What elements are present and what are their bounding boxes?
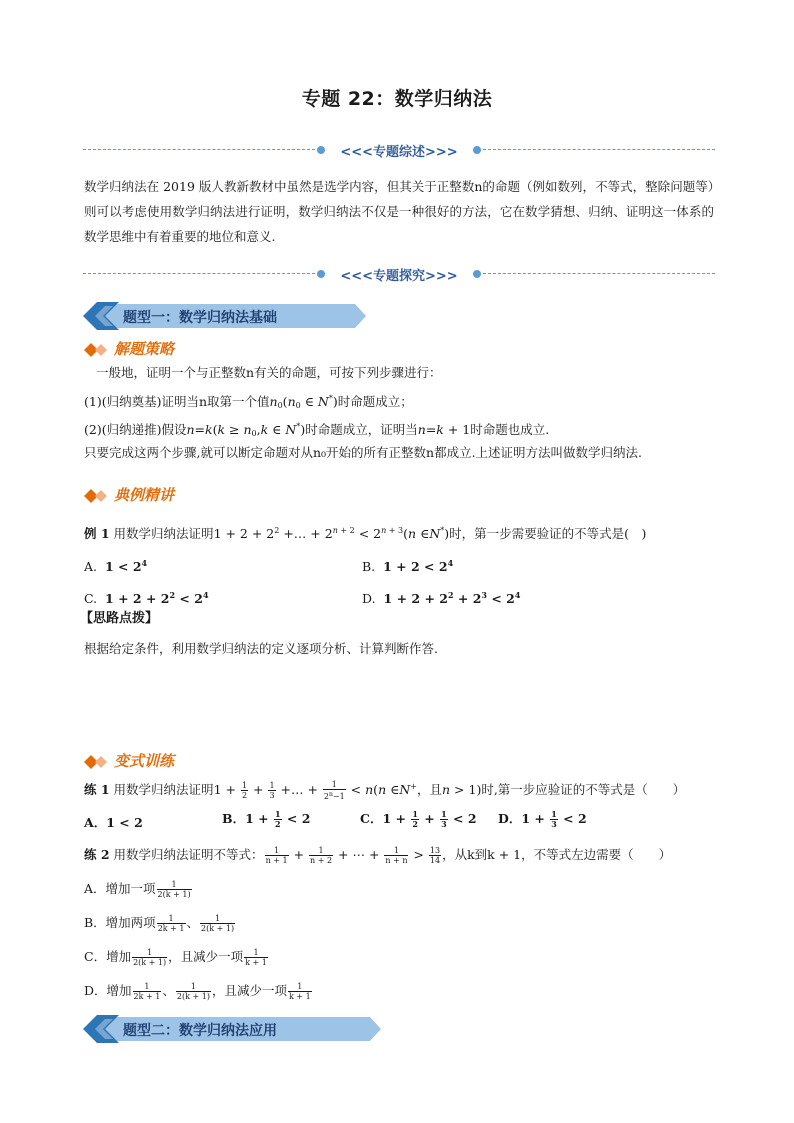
diamond-icon bbox=[84, 755, 110, 769]
option-d: D. $1 + 2 + 2^2 + 2^3 < 2^4$ bbox=[362, 590, 521, 606]
type1-banner bbox=[83, 302, 368, 330]
section-explore-label: <<<专题探究>>> bbox=[340, 269, 458, 284]
example1-label: 例 1 bbox=[84, 526, 110, 541]
step1-line: (1)(归纳奠基)证明当n取第一个值$n_0(n_0$ ∈ N*)时命题成立； bbox=[84, 394, 413, 410]
option-b: B. $1 + 2 < 2^4$ bbox=[362, 558, 454, 574]
exercise2-label: 练 2 bbox=[84, 847, 110, 862]
example1-prefix: 用数学归纳法证明 bbox=[113, 526, 214, 541]
variant-heading bbox=[84, 750, 174, 770]
ex2-option-d: D．增加 $\frac{1}{2k + 1}$ 、 $\frac{1}{2(k + 1)}$ ，且减少一项 $\frac{1}{k + 1}$ bbox=[84, 982, 311, 1001]
overview-paragraph: 数学归纳法在 2019 版人教新教材中虽然是选学内容，但其关于正整数n的命题（例如数列，不等式，整除问题等）则可以考虑使用数学归纳法进行证明，数学归纳法不仅是一种很好的方法，它在数学猜想、归纳、证明这一体系的数学思维中有着重要的地位和意义. bbox=[84, 179, 714, 244]
step1-suffix: 时命题成立； bbox=[337, 394, 413, 409]
section-divider-overview bbox=[83, 142, 715, 158]
example1-suffix: 时，第一步需要验证的不等式是( ) bbox=[449, 526, 647, 541]
exercise2-question: 练 2 用数学归纳法证明不等式： $\frac{1}{n + 1}$ + $\frac{1}{n + 2}$ + ⋯ + $\frac{1}{n + n}$ > $\frac{13}{14}$ ，从k到k + 1，不等式左边需要（ ） bbox=[84, 846, 672, 865]
exercise1-suffix: 时,第一步应验证的不等式是（ ） bbox=[481, 782, 686, 797]
ex2-option-d-prefix: D．增加 bbox=[84, 983, 132, 998]
step2-mid: 时命题成立，证明当 bbox=[305, 422, 418, 437]
diamond-icon bbox=[84, 343, 110, 357]
example1-question: 例 1 用数学归纳法证明$1 + 2 + 2^2$ +… + $2^{n + 2} < 2^{n + 3}(n$ ∈N*)时，第一步需要验证的不等式是( ) bbox=[84, 526, 647, 541]
exercise1-label: 练 1 bbox=[84, 782, 110, 797]
ex2-option-a: A．增加一项 $\frac{1}{2(k + 1)}$ bbox=[84, 880, 191, 899]
option-d-label: D. bbox=[362, 591, 376, 606]
strategy-heading-text: 解题策略 bbox=[114, 340, 175, 358]
section-divider-explore bbox=[83, 266, 715, 282]
page-title: 专题 22：数学归纳法 bbox=[301, 88, 493, 110]
hint-heading: 【思路点拨】 bbox=[80, 611, 159, 626]
strategy-intro: 一般地，证明一个与正整数n有关的命题，可按下列步骤进行： bbox=[96, 365, 442, 380]
ex2-option-c: C．增加 $\frac{1}{2(k + 1)}$ ，且减少一项 $\frac{1}{k + 1}$ bbox=[84, 948, 267, 967]
ex1-option-c: C．1 + $\frac{1}{2}$ + $\frac{1}{3}$ < 2 bbox=[360, 809, 477, 829]
step2-line: (2)(归纳递推)假设$n=k(k \ge n_0,k$ ∈ N*)时命题成立，证明当n=k + 1时命题也成立. bbox=[84, 422, 550, 438]
variant-heading-text: 变式训练 bbox=[114, 752, 175, 770]
exercise2-prefix: 用数学归纳法证明不等式： bbox=[113, 847, 264, 862]
step1-prefix: (1)(归纳奠基)证明当n取第一个值 bbox=[84, 394, 270, 409]
ex2-option-b: B．增加两项 $\frac{1}{2k + 1}$ 、 $\frac{1}{2(k + 1)}$ bbox=[84, 914, 235, 933]
strategy-heading bbox=[84, 338, 174, 358]
strategy-conclusion: 只要完成这两个步骤,就可以断定命题对从n₀开始的所有正整数n都成立.上述证明方法叫做数学归纳法. bbox=[84, 445, 643, 460]
diamond-icon bbox=[84, 489, 110, 503]
type2-banner-text: 题型二：数学归纳法应用 bbox=[123, 1023, 277, 1039]
option-a-label: A. bbox=[84, 559, 98, 574]
option-c: C. $1 + 2 + 2^2 < 2^4$ bbox=[84, 590, 209, 606]
option-b-label: B. bbox=[362, 559, 376, 574]
example-heading bbox=[84, 484, 174, 504]
step2-prefix: (2)(归纳递推)假设 bbox=[84, 422, 187, 437]
option-a: A. $1 < 2^4$ bbox=[84, 558, 148, 574]
ex2-option-c-mid: ，且减少一项 bbox=[168, 949, 244, 964]
example-heading-text: 典例精讲 bbox=[114, 486, 175, 504]
ex2-option-b-label: B．增加两项 bbox=[84, 915, 156, 930]
ex1-option-b: B．1 + $\frac{1}{2}$ < 2 bbox=[222, 809, 311, 829]
ex1-option-a: A．1 < 2 bbox=[84, 815, 143, 830]
exercise1-question: 练 1 用数学归纳法证明1 + $\frac{1}{2}$ + $\frac{1}{3}$ +… + $\frac{1}{2^n-1}$ < n(n ∈N+，且n > 1)时,第一步应验证的不等式是（ ） bbox=[84, 780, 686, 801]
hint-text: 根据给定条件，利用数学归纳法的定义逐项分析、计算判断作答. bbox=[84, 641, 438, 656]
section-overview-label: <<<专题综述>>> bbox=[340, 145, 458, 160]
ex2-option-c-prefix: C．增加 bbox=[84, 949, 132, 964]
exercise1-prefix: 用数学归纳法证明 bbox=[113, 782, 214, 797]
ex1-option-d: D．1 + $\frac{1}{3}$ < 2 bbox=[498, 809, 587, 829]
option-c-label: C. bbox=[84, 591, 98, 606]
step2-suffix: 时命题也成立. bbox=[470, 422, 550, 437]
type2-banner bbox=[83, 1015, 383, 1043]
ex2-option-d-mid: ，且减少一项 bbox=[211, 983, 287, 998]
ex2-option-a-label: A．增加一项 bbox=[84, 881, 156, 896]
type1-banner-text: 题型一：数学归纳法基础 bbox=[123, 310, 277, 326]
exercise2-suffix: ，从k到k + 1，不等式左边需要（ ） bbox=[442, 847, 672, 862]
